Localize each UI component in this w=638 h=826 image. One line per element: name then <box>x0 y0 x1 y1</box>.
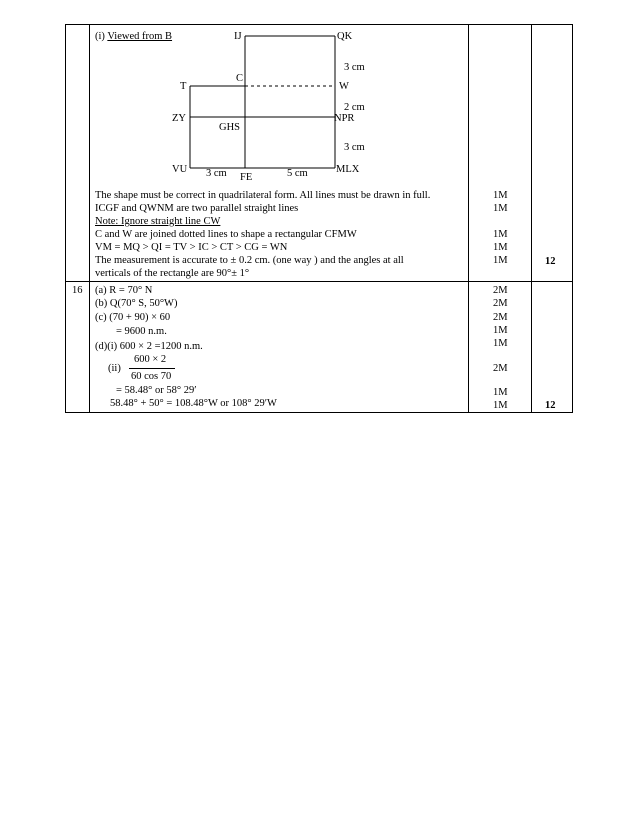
part-label: (i) <box>95 31 105 42</box>
q16-line-a: (a) R = 70° N <box>95 285 153 296</box>
part-title: Viewed from B <box>107 31 173 42</box>
label-w: W <box>339 81 349 92</box>
label-qk: QK <box>337 31 353 42</box>
mark-q15-1: 1M <box>493 190 508 201</box>
question-number-16: 16 <box>72 285 83 296</box>
label-dim-3cm-right: 3 cm <box>344 142 365 153</box>
criteria-line-4: C and W are joined dotted lines to shape a rectangular CFMW <box>95 229 357 240</box>
mark-q15-4: 1M <box>493 242 508 253</box>
mark-q16-6: 2M <box>493 363 508 374</box>
mark-q16-8: 1M <box>493 400 508 411</box>
criteria-line-2: ICGF and QWNM are two parallel straight lines <box>95 203 299 214</box>
label-t: T <box>180 81 187 92</box>
mark-q16-4: 1M <box>493 325 508 336</box>
label-npr: NPR <box>334 113 355 124</box>
mark-q15-3: 1M <box>493 229 508 240</box>
criteria-line-7: verticals of the rectangle are 90°± 1° <box>95 268 250 279</box>
label-dim-3cm-bottom: 3 cm <box>206 168 227 179</box>
total-q16: 12 <box>545 400 556 411</box>
mark-q15-5: 1M <box>493 255 508 266</box>
total-q15: 12 <box>545 256 556 267</box>
q16-fraction-denominator: 60 cos 70 <box>131 371 172 382</box>
label-dim-3cm-top: 3 cm <box>344 62 365 73</box>
q16-line-d1: (d)(i) 600 × 2 =1200 n.m. <box>95 341 203 352</box>
label-ij: IJ <box>234 31 242 42</box>
criteria-line-1: The shape must be correct in quadrilateral form. All lines must be drawn in full. <box>95 190 431 201</box>
q16-line-d4: 58.48° + 50° = 108.48°W or 108° 29′W <box>110 398 277 409</box>
label-ghs: GHS <box>219 122 241 133</box>
mark-q16-2: 2M <box>493 298 508 309</box>
q16-line-d2-label: (ii) <box>108 363 121 374</box>
label-dim-5cm: 5 cm <box>287 168 308 179</box>
mark-q16-3: 2M <box>493 312 508 323</box>
q16-line-b: (b) Q(70° S, 50°W) <box>95 298 178 309</box>
q16-line-c: (c) (70 + 90) × 60 <box>95 312 171 323</box>
criteria-line-3: Note: Ignore straight line CW <box>95 216 221 227</box>
label-dim-2cm: 2 cm <box>344 102 365 113</box>
mark-q16-5: 1M <box>493 338 508 349</box>
q16-line-d3: = 58.48° or 58° 29′ <box>116 385 197 396</box>
q16-fraction-numerator: 600 × 2 <box>134 354 167 365</box>
label-c: C <box>236 73 244 84</box>
mark-q16-1: 2M <box>493 285 508 296</box>
label-fe: FE <box>240 172 253 183</box>
criteria-line-6: The measurement is accurate to ± 0.2 cm. (one way ) and the angles at all <box>95 255 404 266</box>
fraction-bar <box>129 368 175 369</box>
mark-q16-7: 1M <box>493 387 508 398</box>
q16-line-c2: = 9600 n.m. <box>116 326 167 337</box>
label-mlx: MLX <box>336 164 360 175</box>
label-vu: VU <box>172 164 188 175</box>
criteria-line-5: VM = MQ > QI = TV > IC > CT > CG = WN <box>95 242 288 253</box>
label-zy: ZY <box>172 113 186 124</box>
mark-q15-2: 1M <box>493 203 508 214</box>
